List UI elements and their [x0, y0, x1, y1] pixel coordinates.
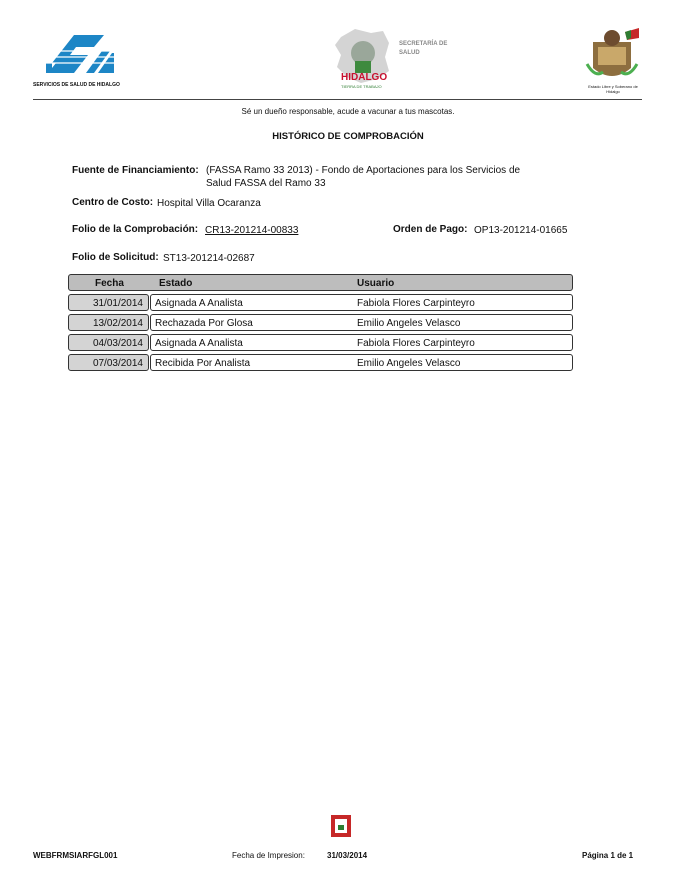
table-row	[68, 354, 573, 372]
hidalgo-wordmark: HIDALGO	[341, 72, 388, 83]
cell-fecha: 31/01/2014	[68, 294, 149, 311]
cell-fecha: 04/03/2014	[68, 334, 149, 351]
folio-comprobacion-value[interactable]: CR13-201214-00833	[205, 225, 299, 236]
secretaria-salud-text: SECRETARÍA DE SALUD	[399, 41, 448, 56]
page-title: HISTÓRICO DE COMPROBACIÓN	[272, 131, 424, 142]
table-header-row	[68, 274, 573, 292]
cell-estado: Rechazada Por Glosa	[155, 318, 253, 329]
cell-usuario: Emilio Angeles Velasco	[357, 318, 461, 329]
coat-of-arms-icon	[585, 28, 639, 86]
footer-page-number: Página 1 de 1	[582, 851, 634, 860]
table-row	[68, 294, 573, 312]
cell-estado-usuario	[150, 334, 573, 351]
folio-comprobacion-label: Folio de la Comprobación:	[72, 224, 199, 235]
cell-usuario: Fabiola Flores Carpinteyro	[357, 338, 475, 349]
cell-usuario: Fabiola Flores Carpinteyro	[357, 298, 475, 309]
folio-solicitud-label: Folio de Solicitud:	[72, 252, 159, 263]
table-row	[68, 314, 573, 332]
footer-print-label: Fecha de Impresion:	[232, 851, 305, 860]
fuente-label: Fuente de Financiamiento:	[72, 165, 199, 176]
cell-usuario: Emilio Angeles Velasco	[357, 358, 461, 369]
ssh-logo	[44, 33, 114, 83]
fuente-value-line2: Salud FASSA del Ramo 33	[206, 178, 326, 189]
cell-estado: Recibida Por Analista	[155, 358, 251, 369]
footer-report-code: WEBFRMSIARFGL001	[33, 851, 118, 860]
cell-estado-usuario	[150, 314, 573, 331]
header-estado: Estado	[159, 278, 193, 289]
orden-pago-value: OP13-201214-01665	[474, 225, 568, 236]
cell-fecha: 13/02/2014	[68, 314, 149, 331]
ssh-logo-icon	[44, 33, 114, 81]
orden-pago-label: Orden de Pago:	[393, 224, 468, 235]
table-header-cell	[68, 274, 573, 291]
centro-value: Hospital Villa Ocaranza	[157, 198, 261, 209]
footer-print-date: 31/03/2014	[327, 851, 368, 860]
slogan: Sé un dueño responsable, acude a vacunar a tus mascotas.	[241, 107, 455, 116]
cell-estado: Asignada A Analista	[155, 298, 243, 309]
header-divider	[33, 99, 642, 100]
header-fecha: Fecha	[95, 278, 124, 289]
folio-solicitud-value: ST13-201214-02687	[163, 253, 255, 264]
cell-fecha: 07/03/2014	[68, 354, 149, 371]
cell-estado-usuario	[150, 354, 573, 371]
centro-label: Centro de Costo:	[72, 197, 154, 208]
header-usuario: Usuario	[357, 278, 395, 289]
state-coat-of-arms	[585, 28, 639, 86]
cell-estado-usuario	[150, 294, 573, 311]
ssh-logo-caption: SERVICIOS DE SALUD DE HIDALGO	[33, 82, 120, 88]
footer-emblem-icon	[331, 815, 351, 837]
fuente-value-line1: (FASSA Ramo 33 2013) - Fondo de Aportaciones para los Servicios de	[206, 165, 521, 176]
cell-estado: Asignada A Analista	[155, 338, 243, 349]
table-row	[68, 334, 573, 352]
hidalgo-tagline: TIERRA DE TRABAJO	[341, 84, 382, 89]
state-caption: Estado Libre y Soberano de Hidalgo	[588, 84, 638, 94]
